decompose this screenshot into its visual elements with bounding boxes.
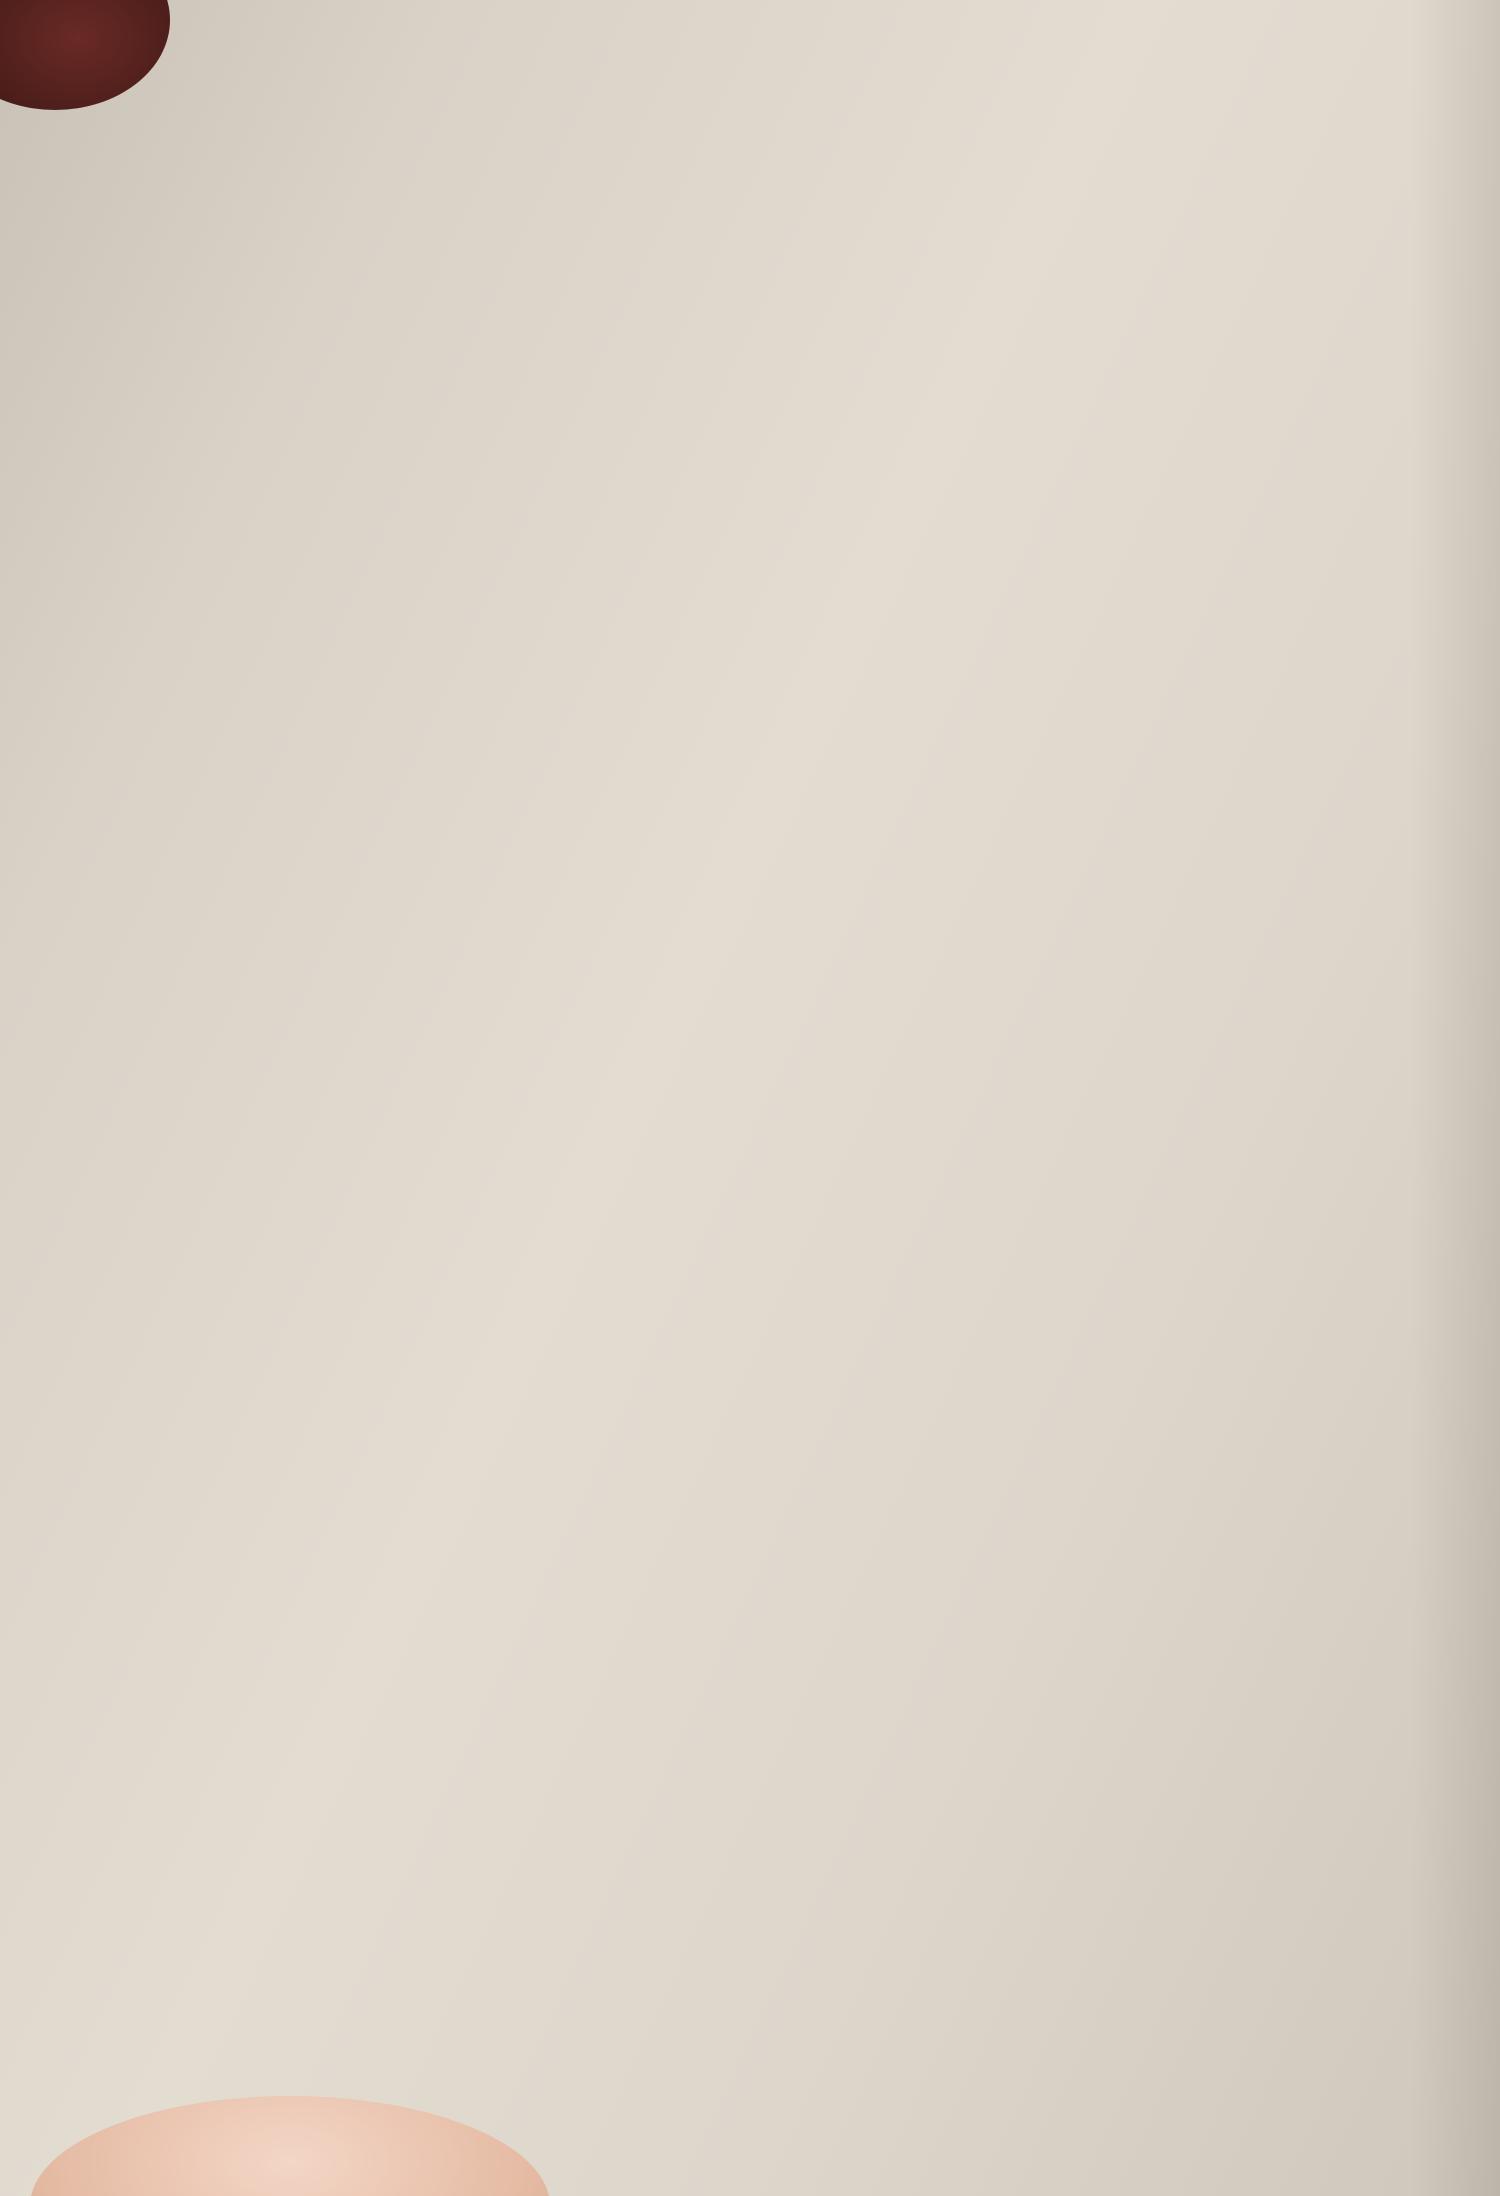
lower-text-block (70, 1130, 1440, 2140)
upper-text-block (70, 55, 1440, 1075)
